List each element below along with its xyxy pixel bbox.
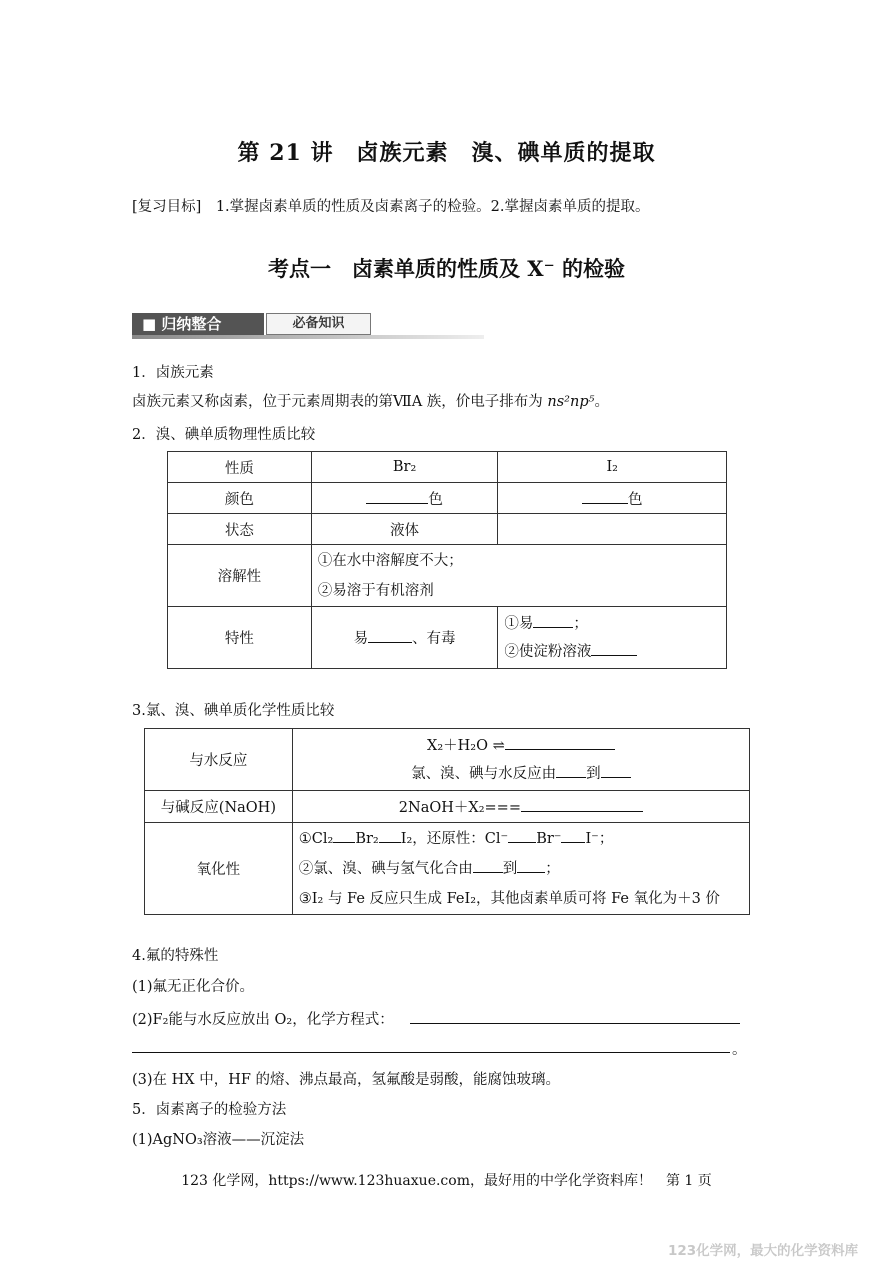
table-cell: 液体 [311, 514, 498, 545]
fill-blank[interactable] [517, 858, 545, 873]
table-row [168, 514, 727, 545]
color-suffix: 色 [627, 491, 643, 508]
watermark: 123化学网，最大的化学资料库 [668, 1243, 859, 1259]
s5-heading: 5．卤素离子的检验方法 [132, 1102, 287, 1118]
fill-blank[interactable] [533, 613, 573, 628]
table-cell [498, 483, 727, 514]
section-title: 考点一 卤素单质的性质及 X⁻ 的检验 [268, 256, 625, 281]
table-row [145, 791, 750, 823]
table-cell [292, 729, 749, 791]
fill-blank[interactable] [591, 641, 637, 656]
ox-1d: Br⁻ [536, 830, 562, 847]
reversible-arrow-icon: ⇌ [492, 737, 505, 754]
table-row [145, 729, 750, 791]
fill-blank[interactable] [582, 489, 628, 504]
ox-1c: I₂，还原性：Cl⁻ [400, 830, 509, 847]
table-cell [498, 514, 727, 545]
s1-text-end: 。 [594, 394, 609, 410]
table-cell [292, 823, 749, 915]
fill-blank[interactable] [505, 735, 615, 750]
ox-1a: ①Cl₂ [298, 830, 334, 847]
fill-blank[interactable] [333, 828, 355, 843]
table-cell: 与碱反应(NaOH) [145, 791, 293, 823]
water-line2-b: 到 [586, 765, 601, 782]
s4-heading: 4.氟的特殊性 [132, 948, 219, 964]
table-cell [311, 607, 498, 669]
s4-p1: (1)氟无正化合价。 [132, 979, 255, 995]
table-cell: Br₂ [311, 452, 498, 483]
solubility-1: ①在水中溶解度不大； [317, 552, 463, 569]
table-row [168, 545, 727, 607]
table-row [168, 483, 727, 514]
s1-text-config: ns²np⁵ [547, 394, 595, 410]
banner-dark-label: ■ 归纳整合 [132, 313, 264, 335]
s5-p1: (1)AgNO₃溶液——沉淀法 [132, 1132, 305, 1148]
water-equation: X₂＋H₂O [427, 737, 488, 754]
special-br-a: 易 [353, 631, 369, 647]
fill-blank[interactable] [601, 763, 631, 778]
physical-properties-table [167, 451, 727, 669]
review-goals: [复习目标] 1.掌握卤素单质的性质及卤素离子的检验。2.掌握卤素单质的提取。 [132, 199, 650, 215]
fill-blank[interactable] [508, 828, 536, 843]
s1-text [132, 390, 609, 411]
table-cell: I₂ [498, 452, 727, 483]
table-cell: 特性 [168, 607, 312, 669]
ox-1e: I⁻； [585, 830, 614, 847]
table-cell: 性质 [168, 452, 312, 483]
special-i-1-end: ； [573, 615, 588, 632]
table-cell [292, 791, 749, 823]
fill-blank[interactable] [561, 828, 585, 843]
summary-banner [132, 311, 484, 338]
special-i-2: ②使淀粉溶液 [504, 643, 592, 660]
ox-2c: ； [545, 860, 560, 877]
table-cell: 状态 [168, 514, 312, 545]
water-line2-a: 氯、溴、碘与水反应由 [411, 765, 557, 782]
chemical-properties-table [144, 728, 750, 915]
answer-line[interactable] [410, 1023, 740, 1024]
table-cell: 与水反应 [145, 729, 293, 791]
answer-line[interactable] [132, 1052, 730, 1053]
fill-blank[interactable] [473, 858, 503, 873]
table-cell: 颜色 [168, 483, 312, 514]
table-row [168, 607, 727, 669]
fill-blank[interactable] [521, 797, 643, 812]
s1-heading: 1．卤族元素 [132, 365, 214, 381]
fill-blank[interactable] [366, 489, 428, 504]
banner-light-label: 必备知识 [266, 313, 371, 335]
table-cell [311, 545, 726, 607]
table-cell: 氧化性 [145, 823, 293, 915]
color-suffix: 色 [428, 491, 443, 508]
table-row [168, 452, 727, 483]
fill-blank[interactable] [556, 763, 586, 778]
s4-p2-end: 。 [732, 1042, 747, 1058]
special-i-1: ①易 [504, 615, 534, 632]
page-title: 第 21 讲 卤族元素 溴、碘单质的提取 [237, 140, 656, 166]
s2-heading: 2．溴、碘单质物理性质比较 [132, 427, 316, 443]
s3-heading: 3.氯、溴、碘单质化学性质比较 [132, 703, 335, 719]
fill-blank[interactable] [379, 828, 401, 843]
ox-1b: Br₂ [355, 830, 379, 847]
table-cell [498, 607, 727, 669]
s4-p2: (2)F₂能与水反应放出 O₂，化学方程式： [132, 1012, 394, 1028]
ox-2b: 到 [502, 860, 518, 877]
solubility-2: ②易溶于有机溶剂 [317, 582, 434, 599]
fill-blank[interactable] [368, 628, 412, 643]
base-equation: 2NaOH＋X₂=== [398, 800, 521, 816]
s4-p3: (3)在 HX 中，HF 的熔、沸点最高，氢氟酸是弱酸，能腐蚀玻璃。 [132, 1072, 561, 1088]
table-cell [311, 483, 498, 514]
banner-underline [132, 335, 484, 339]
table-row [145, 823, 750, 915]
s1-text-a: 卤族元素又称卤素，位于元素周期表的第ⅦA 族，价电子排布为 [132, 394, 543, 410]
ox-3: ③I₂ 与 Fe 反应只生成 FeI₂，其他卤素单质可将 Fe 氧化为＋3 价 [298, 890, 720, 907]
table-cell: 溶解性 [168, 545, 312, 607]
ox-2a: ②氯、溴、碘与氢气化合由 [298, 860, 473, 877]
page-footer: 123 化学网，https://www.123huaxue.com，最好用的中学化学资料库！ 第 1 页 [181, 1173, 712, 1189]
special-br-b: 、有毒 [412, 631, 456, 647]
